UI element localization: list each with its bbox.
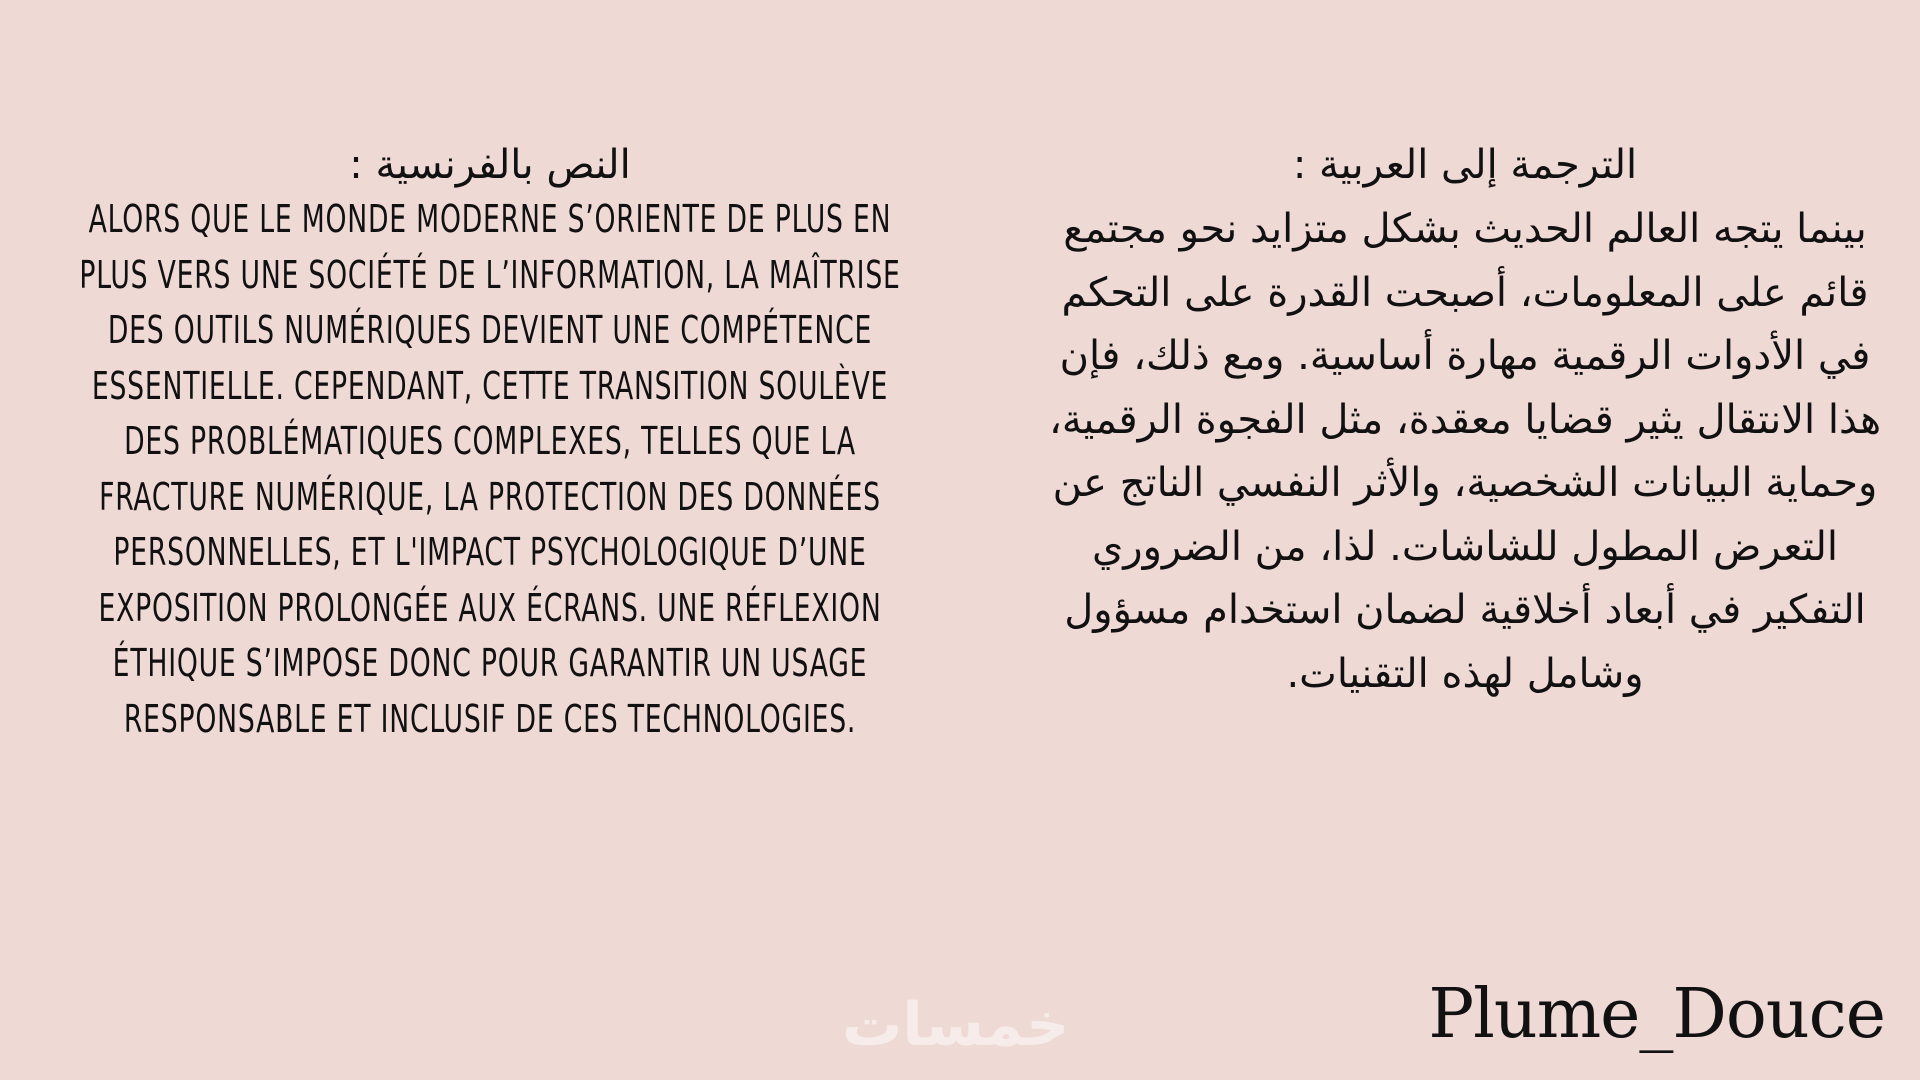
arabic-heading: الترجمة إلى العربية : (1292, 142, 1638, 188)
arabic-body: بينما يتجه العالم الحديث بشكل متزايد نحو مجتمع قائم على المعلومات، أصبحت القدرة على التحكم في الأدوات الرقمية مهارة أساسية. ومع ذلك، فإن هذا الانتقال يثير قضايا معقدة، مثل الفجوة الرقمية، وحماية البيانات الشخصية، والأثر النفسي الناتج عن التعرض المطول للشاشات. لذا، من الضروري التفكير في أبعاد أخلاقية لضمان استخدام مسؤول وشامل لهذه التقنيات. (1048, 206, 1882, 697)
watermark-logo: خمسات (842, 990, 1070, 1060)
french-body: ALORS QUE LE MONDE MODERNE S’ORIENTE DE PLUS EN PLUS VERS UNE SOCIÉTÉ DE L’INFORMATION, LA MAÎTRISE DES OUTILS NUMÉRIQUES DEVIENT UNE COMPÉTENCE ESSENTIELLE. CEPENDANT, CETTE TRANSITION SOULÈVE DES PROBLÉMATIQUES COMPLEXES, TELLES QUE LA FRACTURE NUMÉRIQUE, LA PROTECTION DES DONNÉES PERSONNELLES, ET L'IMPACT PSYCHOLOGIQUE D’UNE EXPOSITION PROLONGÉE AUX ÉCRANS. UNE RÉFLEXION ÉTHIQUE S’IMPOSE DONC POUR GARANTIR UN USAGE RESPONSABLE ET INCLUSIF DE CES TECHNOLOGIES. (79, 197, 901, 741)
signature: Plume_Douce (1428, 975, 1885, 1054)
arabic-section (1040, 140, 1890, 706)
french-heading: النص بالفرنسية : (349, 142, 631, 188)
french-section (60, 140, 920, 747)
